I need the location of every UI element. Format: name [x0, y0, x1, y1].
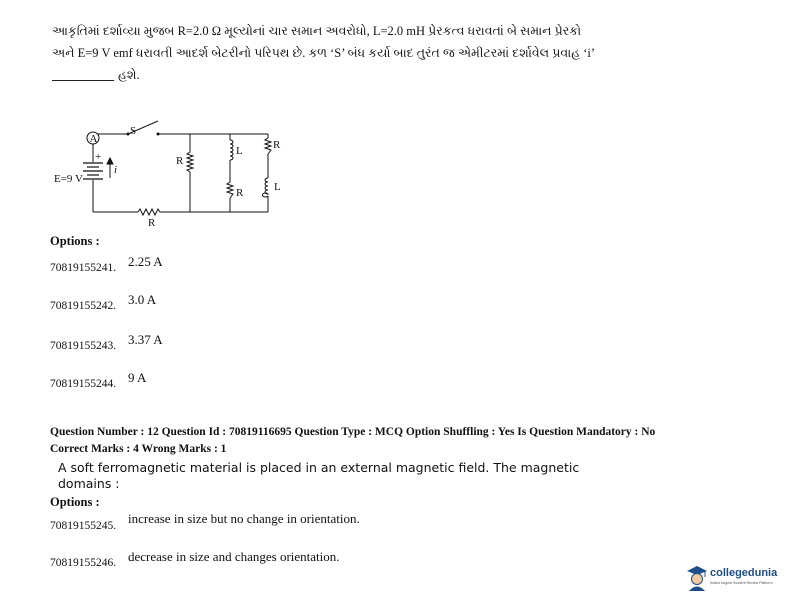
q11-option-2-id: 70819155242.	[50, 300, 117, 312]
q11-option-1[interactable]: 2.25 A	[128, 254, 163, 269]
switch-contact-right	[157, 133, 160, 136]
battery-label: E=9 V	[54, 173, 83, 185]
q11-options-label: Options :	[50, 234, 100, 248]
current-label: i	[114, 164, 118, 176]
q12-marks: Correct Marks : 4 Wrong Marks : 1	[50, 443, 227, 455]
graduate-icon	[686, 565, 708, 591]
resistor-branch2-icon	[227, 182, 233, 198]
inductor-branch3-icon	[262, 178, 268, 197]
q12-text-line2: domains :	[58, 476, 120, 491]
r-bottom-label: R	[148, 217, 156, 229]
resistor-branch3-icon	[265, 138, 271, 154]
collegedunia-logo	[686, 564, 786, 594]
q11-text-line1: આકૃતિમાં દર્શાવ્યા મુજબ R=2.0 Ω મૂલ્યોનાં ચાર સમાન અવરોધો, L=2.0 mH પ્રેરકત્વ ધરાવતાં બે સમાન પ્રેરકો	[52, 24, 582, 38]
l-branch3-label: L	[274, 181, 281, 193]
inductor-branch2-icon	[230, 140, 233, 160]
logo-name: collegedunia	[710, 567, 778, 579]
q12-options-label: Options :	[50, 495, 100, 509]
q11-text-line3	[52, 68, 140, 83]
battery-icon	[83, 163, 103, 179]
q12-option-1-id: 70819155245.	[50, 520, 117, 532]
q12-header: Question Number : 12 Question Id : 70819116695 Question Type : MCQ Option Shuffling : Yes Is Question Mandatory : No	[50, 426, 656, 438]
resistor-bottom-icon	[138, 209, 162, 215]
q11-option-3-id: 70819155243.	[50, 340, 117, 352]
l-branch2-label: L	[236, 145, 243, 157]
r-branch3-label: R	[273, 139, 281, 151]
resistor-branch1-icon	[187, 152, 193, 172]
battery-plus-sign: +	[95, 151, 102, 163]
q11-option-4-id: 70819155244.	[50, 378, 117, 390]
q11-option-3[interactable]: 3.37 A	[128, 332, 163, 347]
r-branch2-label: R	[236, 187, 244, 199]
q12-option-2-id: 70819155246.	[50, 557, 117, 569]
q12-option-2[interactable]: decrease in size and changes orientation.	[128, 549, 340, 564]
q11-option-2[interactable]: 3.0 A	[128, 292, 157, 307]
circuit-diagram	[50, 118, 300, 230]
ammeter-label: A	[89, 133, 98, 145]
q11-option-1-id: 70819155241.	[50, 262, 117, 274]
r-branch1-label: R	[176, 155, 184, 167]
answer-blank	[52, 80, 114, 81]
q12-option-1[interactable]: increase in size but no change in orientation.	[128, 511, 360, 526]
q12-text-line1: A soft ferromagnetic material is placed in an external magnetic field. The magnetic	[58, 460, 580, 475]
q11-text-line2: અને E=9 V emf ધરાવતી આદર્શ બેટરીનો પરિપથ છે. કળ ‘S’ બંધ કર્યા બાદ તુરંત જ એમીટરમાં દર્શાવેલ પ્રવાહ ‘i’	[52, 46, 596, 60]
current-arrow-icon	[107, 158, 113, 178]
q11-suffix: હશે.	[118, 68, 140, 82]
logo-tagline: India's largest Student Review Platform	[710, 581, 773, 585]
q11-option-4[interactable]: 9 A	[128, 370, 147, 385]
switch-label: S	[130, 125, 137, 137]
